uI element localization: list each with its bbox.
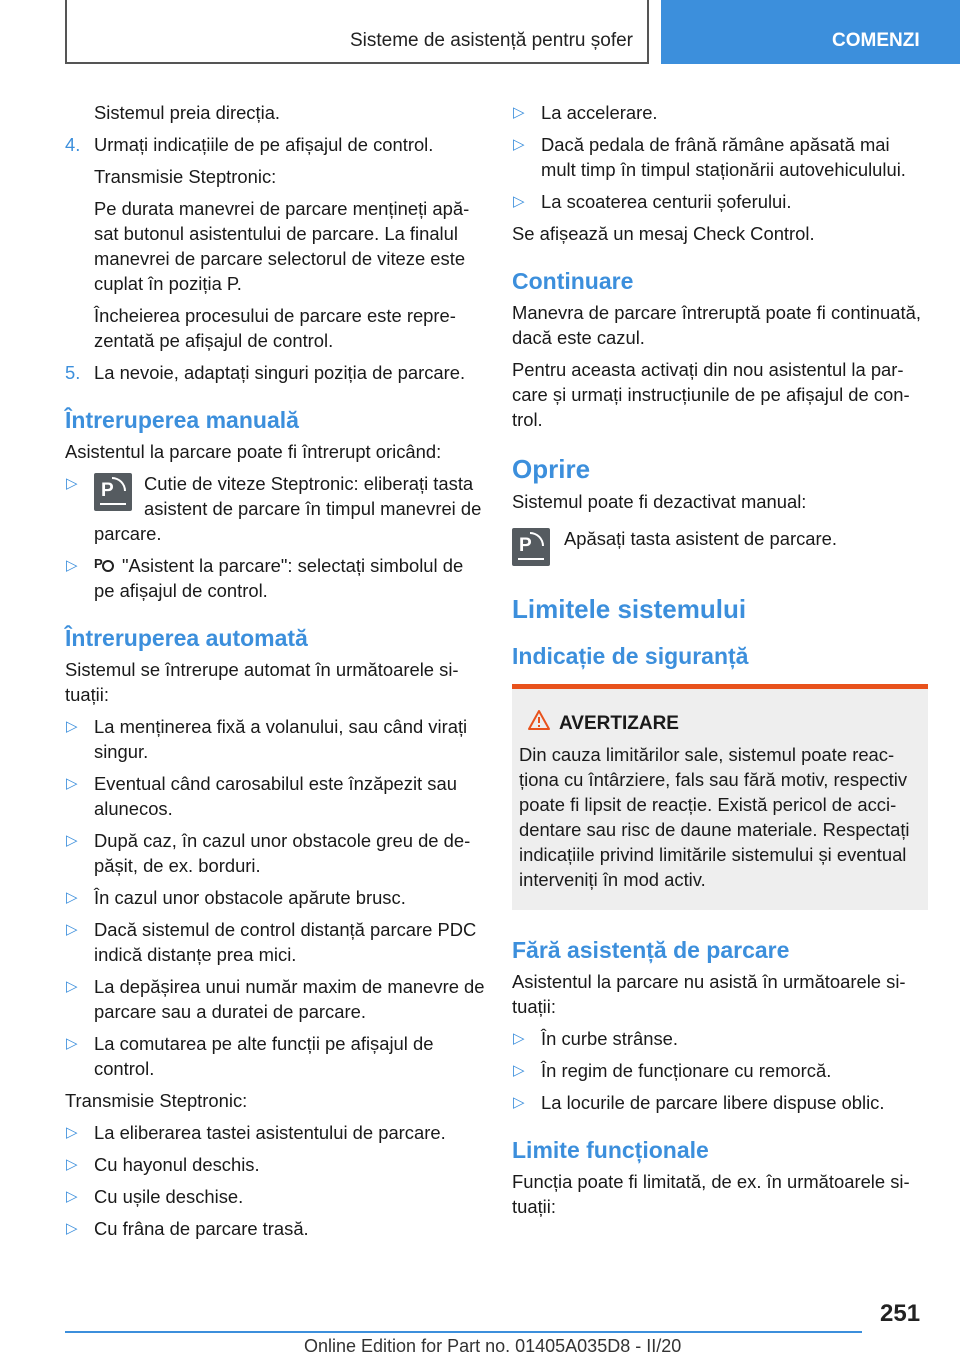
bullet-triangle-icon: ▷ [513, 136, 525, 153]
list-item-text: La depășirea unui număr maxim de manevre de parcare sau a duratei de parcare. [94, 976, 485, 1022]
list-item [65, 1152, 485, 1177]
step-number: 5. [65, 362, 81, 383]
bullet-triangle-icon: ▷ [66, 557, 78, 574]
step-4 [65, 132, 485, 157]
bullet-triangle-icon: ▷ [66, 1124, 78, 1141]
list-item [65, 974, 485, 1024]
header-tab-comenzi[interactable] [661, 0, 960, 64]
list-item [65, 1031, 485, 1081]
parking-assistant-button-icon: P [512, 528, 550, 566]
section-heading: Limite funcționale [512, 1137, 709, 1163]
list-item-text: La locurile de parcare libere dispuse oblic. [541, 1092, 885, 1113]
right-column [512, 100, 928, 1219]
instruction-text: Apăsați tasta asistent de parcare. [564, 528, 837, 549]
paragraph: Asistentul la parcare poate fi întrerupt oricând: [65, 441, 442, 462]
paragraph: Pentru aceasta activați din nou asistentul la parcare și urmați instrucțiunile de pe afișajul de control. [512, 359, 910, 430]
paragraph: Sistemul poate fi dezactivat manual: [512, 491, 807, 512]
bullet-triangle-icon: ▷ [66, 921, 78, 938]
parking-assistant-button-icon: P [94, 473, 132, 511]
warning-title [519, 711, 921, 736]
list-item [65, 714, 485, 764]
list-item [512, 1090, 928, 1115]
bullet-triangle-icon: ▷ [66, 978, 78, 995]
list-item-text: La eliberarea tastei asistentului de parcare. [94, 1122, 446, 1143]
section-heading: Continuare [512, 268, 634, 294]
list-item [512, 1026, 928, 1051]
paragraph: Asistentul la parcare nu asistă în următoarele situații: [512, 971, 906, 1017]
subsection-heading: Indicație de siguranță [512, 643, 749, 669]
section-heading: Întreruperea manuală [65, 407, 299, 433]
section-heading: Fără asistență de parcare [512, 937, 790, 963]
footer-edition: Online Edition for Part no. 01405A035D8 - II/20 [304, 1336, 682, 1356]
page-number: 251 [880, 1300, 921, 1327]
paragraph: Se afișează un mesaj Check Control. [512, 223, 815, 244]
list-item-text: Eventual când carosabilul este înzăpezit sau alunecos. [94, 773, 457, 819]
list-item [512, 100, 928, 125]
list-item-text: Dacă sistemul de control distanță parcare PDC indică distanțe prea mici. [94, 919, 477, 965]
list-item-text: La accelerare. [541, 102, 658, 123]
warning-text: Din cauza limitărilor sale, sistemul poate reacționa cu întârziere, fals sau fără motiv, respectiv poate fi lipsit de reacție. Există pericol de accidentare sau risc de daune materiale. Respectați indicațiile privind limitările sistemului și eventual interveniți în mod activ. [519, 744, 910, 890]
list-item-text: La menținerea fixă a volanului, sau când virați singur. [94, 716, 468, 762]
paragraph: Transmisie Steptronic: [65, 1090, 248, 1111]
step-text: La nevoie, adaptați singuri poziția de parcare. [94, 362, 466, 383]
step-number: 4. [65, 134, 81, 155]
list-item [65, 917, 485, 967]
footer-divider [65, 1331, 862, 1333]
list-item-text: "Asistent la parcare": selectați simbolul de pe afișajul de control. [94, 555, 464, 601]
instruction-with-icon [512, 526, 928, 568]
bullet-triangle-icon: ▷ [513, 1030, 525, 1047]
paragraph: Sistemul preia direcția. [94, 102, 281, 123]
header-tab-label: COMENZI [832, 30, 920, 51]
bullet-triangle-icon: ▷ [513, 193, 525, 210]
list-item-text: Cutie de viteze Steptronic: eliberați tasta asistent de parcare în timpul manevrei de parcare. [94, 473, 482, 544]
section-heading: Întreruperea automată [65, 625, 308, 651]
paragraph: Sistemul se întrerupe automat în următoarele situații: [65, 659, 459, 705]
paragraph: Încheierea procesului de parcare este reprezentată pe afișajul de control. [94, 305, 456, 351]
list-item-text: Cu hayonul deschis. [94, 1154, 260, 1175]
list-item [65, 771, 485, 821]
list-item-text: Cu ușile deschise. [94, 1186, 244, 1207]
bullet-triangle-icon: ▷ [66, 1220, 78, 1237]
bullet-triangle-icon: ▷ [66, 1156, 78, 1173]
header-frame [65, 0, 649, 64]
section-heading: Oprire [512, 454, 591, 484]
step-text: Urmați indicațiile de pe afișajul de control. [94, 134, 434, 155]
header-title: Sisteme de asistență pentru șofer [349, 30, 633, 51]
list-item [512, 1058, 928, 1083]
bullet-triangle-icon: ▷ [66, 1188, 78, 1205]
bullet-triangle-icon: ▷ [66, 475, 78, 492]
list-item-text: În regim de funcționare cu remorcă. [541, 1060, 832, 1081]
list-item-text: În curbe strânse. [541, 1028, 678, 1049]
list-item [512, 132, 928, 182]
list-item [512, 189, 928, 214]
warning-box [512, 684, 928, 910]
list-item [65, 1216, 485, 1241]
bullet-triangle-icon: ▷ [66, 832, 78, 849]
warning-title-text: AVERTIZARE [559, 713, 679, 734]
list-item-text: Cu frâna de parcare trasă. [94, 1218, 309, 1239]
list-item [65, 828, 485, 878]
step-5 [65, 360, 485, 385]
section-heading: Limitele sistemului [512, 594, 747, 624]
list-item-text: La scoaterea centurii șoferului. [541, 191, 792, 212]
list-item-text: Dacă pedala de frână rămâne apăsată mai mult timp în timpul staționării autovehiculului. [541, 134, 906, 180]
list-item [65, 471, 485, 546]
list-item [65, 553, 485, 603]
list-item [65, 1184, 485, 1209]
paragraph: Transmisie Steptronic: [94, 166, 277, 187]
bullet-triangle-icon: ▷ [66, 889, 78, 906]
parking-assistant-symbol-icon: P [94, 554, 116, 574]
left-column [65, 100, 485, 1241]
paragraph: Funcția poate fi limitată, de ex. în următoarele situații: [512, 1171, 910, 1217]
bullet-triangle-icon: ▷ [66, 718, 78, 735]
warning-triangle-icon [527, 709, 551, 731]
list-item-text: După caz, în cazul unor obstacole greu de depășit, de ex. borduri. [94, 830, 471, 876]
bullet-triangle-icon: ▷ [66, 775, 78, 792]
list-item-text: La comutarea pe alte funcții pe afișajul de control. [94, 1033, 434, 1079]
paragraph: Pe durata manevrei de parcare mențineți apăsat butonul asistentului de parcare. La finalul manevrei de parcare selectorul de viteze este cuplat în poziția P. [94, 198, 470, 294]
bullet-triangle-icon: ▷ [513, 1094, 525, 1111]
bullet-triangle-icon: ▷ [66, 1035, 78, 1052]
list-item [65, 1120, 485, 1145]
list-item [65, 885, 485, 910]
list-item-text: În cazul unor obstacole apărute brusc. [94, 887, 406, 908]
bullet-triangle-icon: ▷ [513, 104, 525, 121]
bullet-triangle-icon: ▷ [513, 1062, 525, 1079]
paragraph: Manevra de parcare întreruptă poate fi continuată, dacă este cazul. [512, 302, 921, 348]
